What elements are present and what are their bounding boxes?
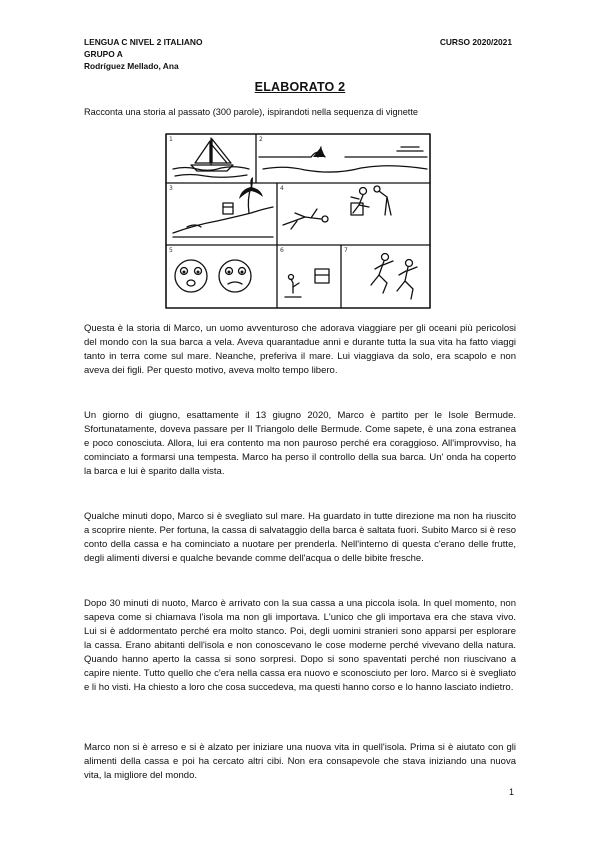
header-author: Rodríguez Mellado, Ana bbox=[84, 61, 179, 71]
panel-number: 4 bbox=[280, 185, 284, 192]
figure-and-crate-drawing bbox=[285, 269, 329, 297]
story-paragraph: Dopo 30 minuti di nuoto, Marco è arrivato con la sua cassa a una piccola isola. In quel momento, non sapeva come si chiamava l'isola ma non gli importava. L'unico che gli importava era che stava vivo. Lui si è addormentato perché era molto stanco. Poi, degli uomini stranieri sono apparsi per esplorare la cassa. Erano abitanti dell'isola e non conoscevano le cose moderne perché vivevano della natura. Quando hanno aperto la cassa si sono sorpresi. Dopo si sono spaventati perché non riuscivano a capire niente. Tutto quello che c'era nella cassa era nuovo e sconosciuto per loro. Marco si è svegliato e li ho visti. Ha chiesto a loro che cosa succedeva, ma questi hanno corso e lo hanno lasciato indietro. bbox=[84, 598, 516, 693]
island-drawing bbox=[173, 177, 273, 237]
comic-strip bbox=[165, 133, 431, 309]
sinking-boat-drawing bbox=[259, 147, 427, 172]
page-title: ELABORATO 2 bbox=[254, 80, 346, 94]
page-number: 1 bbox=[508, 787, 514, 797]
swimmer-and-man-drawing bbox=[283, 186, 391, 229]
running-figures-drawing bbox=[371, 254, 417, 300]
story-paragraph: Marco non si è arreso e si è alzato per iniziare una nuova vita in quell'isola. Prima si è aiutato con gli alimenti della cassa e poi ha cercato altri cibi. Non era consapevole che stava iniziando una nuova vita, la migliore del mondo. bbox=[84, 742, 516, 781]
faces-drawing bbox=[175, 260, 251, 292]
panel-number: 1 bbox=[169, 136, 173, 143]
panel-number: 5 bbox=[169, 247, 173, 254]
document-header bbox=[84, 36, 203, 72]
header-course-name: LENGUA C NIVEL 2 ITALIANO bbox=[84, 37, 203, 47]
story-paragraph: Questa è la storia di Marco, un uomo avventuroso che adorava viaggiare per gli oceani più pericolosi del mondo con la sua barca a vela. Aveva quarantadue anni e durante tutta la sua vita ha fatto viaggi tanto in terra come sul mare. Neanche, preferiva il mare. Lui viaggiava da solo, era scapolo e non aveva dei figli. Per questo motivo, aveva molto tempo libero. bbox=[84, 323, 516, 376]
panel-number: 6 bbox=[280, 247, 284, 254]
header-group: GRUPO A bbox=[84, 49, 123, 59]
header-academic-year: CURSO 2020/2021 bbox=[439, 37, 512, 47]
panel-number: 2 bbox=[259, 136, 263, 143]
assignment-instruction: Racconta una storia al passato (300 parole), ispirandoti nella sequenza di vignette bbox=[84, 107, 419, 117]
panel-number: 3 bbox=[169, 185, 173, 192]
story-paragraph: Qualche minuti dopo, Marco si è svegliato sul mare. Ha guardato in tutte direzione ma non ha riuscito a scoprire niente. Per fortuna, la cassa di salvataggio della barca è saltata fuori. Subito Marco si è reso conto della cassa e ha cominciato a nuotare per prenderla. Nell'interno di questa c'erano delle frutte, degli alimenti diversi e qualche bevande comme dell'acqua o delle bibite fresche. bbox=[84, 511, 516, 564]
sailboat-drawing bbox=[173, 138, 249, 177]
story-paragraph: Un giorno di giugno, esattamente il 13 giugno 2020, Marco è partito per le Isole Bermude. Sfortunatamente, doveva passare per Il Triangolo delle Bermude. Come sapete, è una zona estranea e poco conosciuta. Allora, lui era contento ma non pauroso perché era coraggioso. All'improvviso, ha cominciato a formarsi una tempesta. Marco ha perso il controllo della sua barca. Un' onda ha coperto la barca e lui è sparito dalla vista. bbox=[84, 410, 516, 477]
panel-number: 7 bbox=[344, 247, 348, 254]
